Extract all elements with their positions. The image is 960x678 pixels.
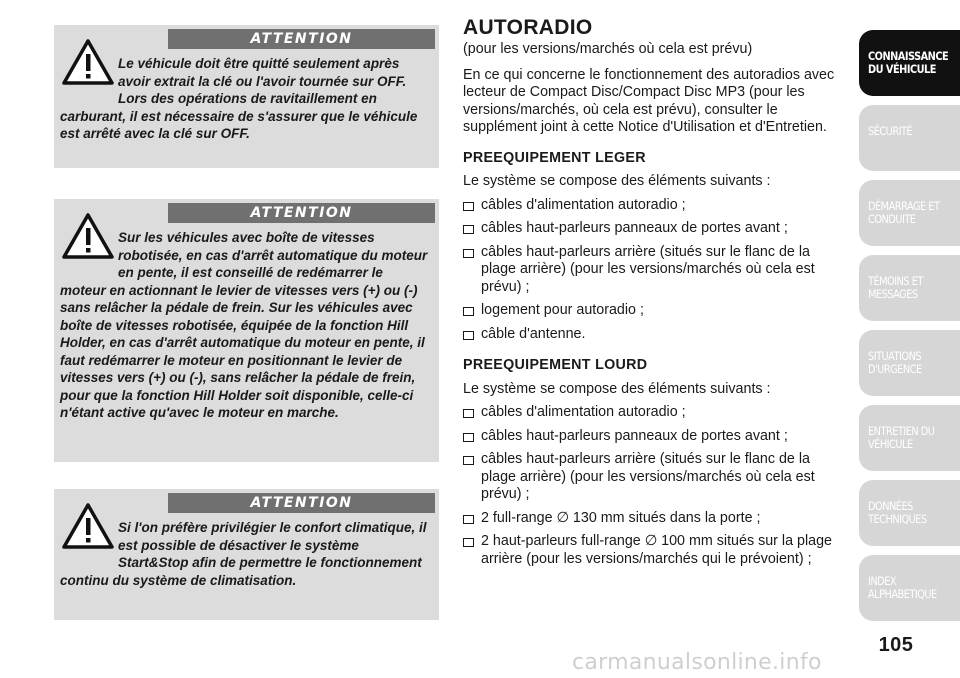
warning-box-start-stop [54, 489, 439, 620]
component-list-heavy [463, 404, 845, 568]
page-title: AUTORADIO [463, 16, 593, 39]
section-intro: Le système se compose des éléments suivants : [463, 173, 771, 189]
list-item: câbles haut-parleurs panneaux de portes avant ; [463, 428, 845, 446]
tab-donnees-techniques[interactable]: DONNÉES TECHNIQUES [859, 480, 960, 546]
list-item: câbles haut-parleurs arrière (situés sur le flanc de la plage arrière) (pour les versions/marchés où cela est prévu) ; [463, 451, 845, 504]
checkbox-bullet-icon [463, 307, 474, 316]
tab-temoins-et-messages[interactable]: TÉMOINS ET MESSAGES [859, 255, 960, 321]
list-item: 2 full-range ∅ 130 mm situés dans la porte ; [463, 510, 845, 528]
tab-situations-durgence[interactable]: SITUATIONS D'URGENCE [859, 330, 960, 396]
checkbox-bullet-icon [463, 433, 474, 442]
warning-text: Si l'on préfère privilégier le confort climatique, il est possible de désactiver le système Start&Stop afin de permettre le fonctionnement continu du système de climatisation. [60, 520, 427, 588]
checkbox-bullet-icon [463, 538, 474, 547]
page-subtitle: (pour les versions/marchés où cela est prévu) [463, 41, 753, 57]
checkbox-bullet-icon [463, 225, 474, 234]
tab-securite[interactable]: SÉCURITÉ [859, 105, 960, 171]
section-heading-light: PREEQUIPEMENT LEGER [463, 149, 646, 166]
warning-text: Le véhicule doit être quitté seulement après avoir extrait la clé ou l'avoir tournée sur OFF. Lors des opérations de ravitaillement en carburant, il est nécessaire de s'assurer que le véhicule est arrêté avec la clé sur OFF. [60, 56, 418, 141]
section-heading-heavy: PREEQUIPEMENT LOURD [463, 357, 648, 373]
tab-index-alphabetique[interactable]: INDEX ALPHABETIQUE [859, 555, 960, 621]
tab-connaissance-du-vehicule[interactable]: CONNAISSANCE DU VÉHICULE [859, 30, 960, 96]
list-item: câbles haut-parleurs arrière (situés sur le flanc de la plage arrière) (pour les versions/marchés où cela est prévu) ; [463, 244, 845, 297]
list-item: câbles d'alimentation autoradio ; [463, 404, 845, 422]
list-item: câble d'antenne. [463, 326, 845, 344]
component-list-light [463, 197, 845, 344]
list-item: câbles haut-parleurs panneaux de portes avant ; [463, 220, 845, 238]
warning-box-robotised-gearbox [54, 199, 439, 462]
page-number: 105 [878, 634, 914, 656]
warning-header: ATTENTION [168, 29, 435, 49]
main-content [463, 16, 845, 582]
section-intro: Le système se compose des éléments suivants : [463, 380, 771, 397]
intro-paragraph: En ce qui concerne le fonctionnement des autoradios avec lecteur de Compact Disc/Compact Disc MP3 (pour les versions/marchés, où cela est prévu), consulter le supplément joint à cette Notice d'Utilisation et d'Entretien. [463, 66, 835, 135]
checkbox-bullet-icon [463, 249, 474, 258]
tab-entretien-du-vehicule[interactable]: ENTRETIEN DU VÉHICULE [859, 405, 960, 471]
list-item: logement pour autoradio ; [463, 302, 845, 320]
list-item: câbles d'alimentation autoradio ; [463, 197, 845, 215]
checkbox-bullet-icon [463, 456, 474, 465]
warning-text: Sur les véhicules avec boîte de vitesses robotisée, en cas d'arrêt automatique du moteur en pente, il est conseillé de redémarrer le moteur en actionnant le levier de vitesses vers (+) ou (-) sans relâcher la pédale de frein. Sur les véhicules avec boîte de vitesses robotisée, équipée de la fonction Hill Holder, en cas d'arrêt automatique du moteur en pente, il faut redémarrer le moteur en positionnant le levier de vitesses vers (+) ou (-), sans relâcher la pédale de frein, pour que la fonction Hill Holder soit disponible, celle-ci n'étant active qu'avec le moteur en marche. [60, 230, 428, 420]
warning-header: ATTENTION [168, 493, 435, 513]
checkbox-bullet-icon [463, 331, 474, 340]
watermark: carmanualsonline.info [572, 650, 822, 675]
checkbox-bullet-icon [463, 515, 474, 524]
warning-box-refuel [54, 25, 439, 168]
checkbox-bullet-icon [463, 409, 474, 418]
warning-header: ATTENTION [168, 203, 435, 223]
list-item: 2 haut-parleurs full-range ∅ 100 mm situés sur la plage arrière (pour les versions/marchés qui le prévoient) ; [463, 533, 845, 568]
tab-demarrage-et-conduite[interactable]: DÉMARRAGE ET CONDUITE [859, 180, 960, 246]
checkbox-bullet-icon [463, 202, 474, 211]
